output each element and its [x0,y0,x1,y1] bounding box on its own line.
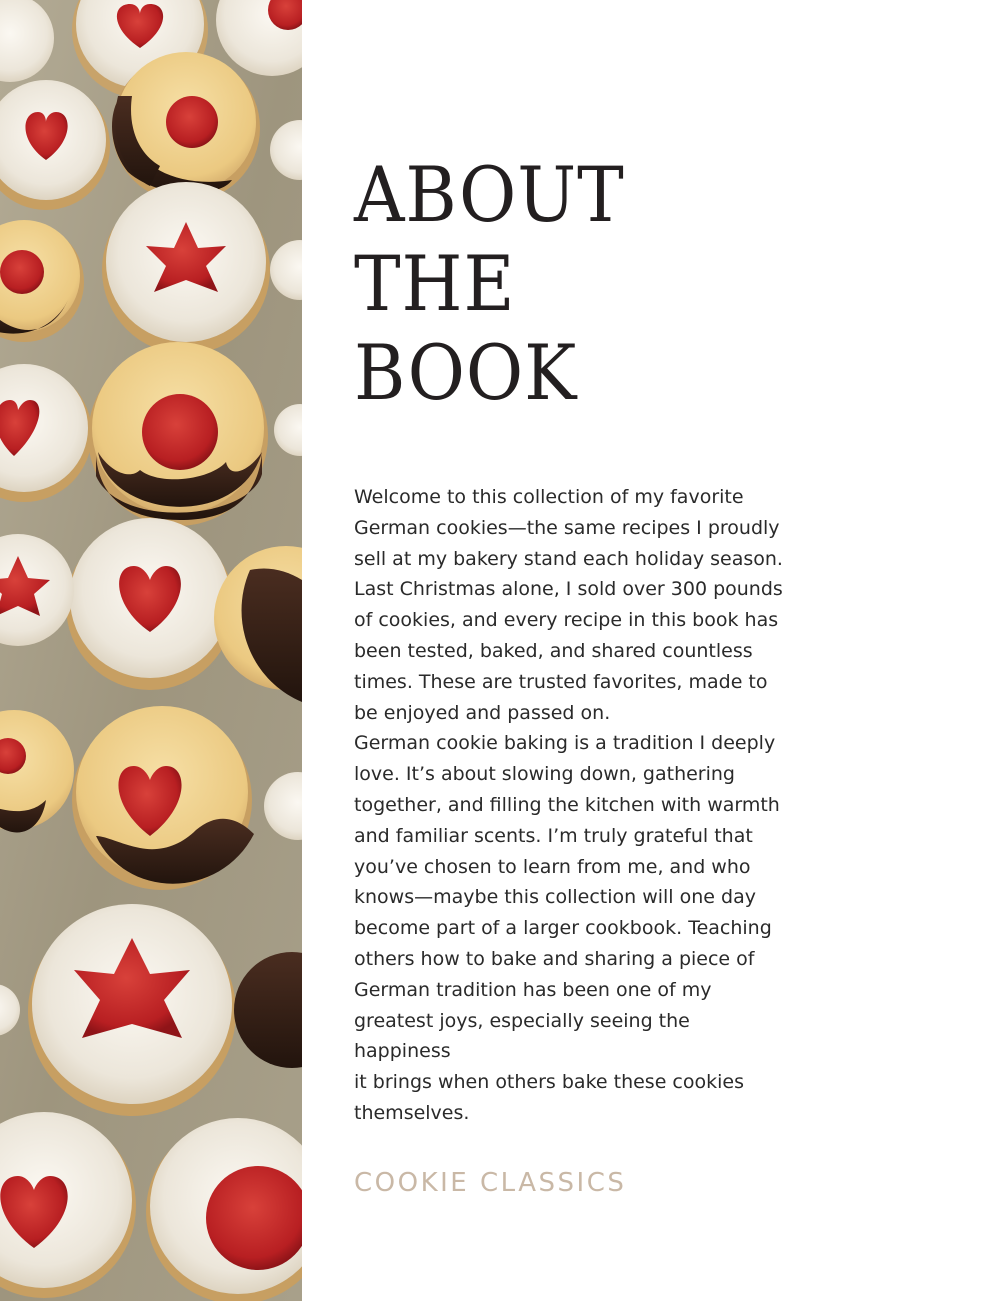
footer-brand: COOKIE CLASSICS [354,1168,627,1198]
title-line-3: BOOK [354,328,578,417]
title-line-1: ABOUT [354,150,625,239]
linzer-cookies-photo [0,0,302,1301]
paragraph-tradition: German cookie baking is a tradition I deeply love. It’s about slowing down, gathering together, and filling the kitchen with warmth and familiar scents. I’m truly grateful that you’ve chosen to learn from me, and who knows—maybe this collection will one day become part of a larger cookbook. Teaching others how to bake and sharing a piece of German tradition has been one of my greatest joys, especially seeing the happiness it brings when others bake these cookies themselves. [354,732,780,1124]
paragraph-welcome: Welcome to this collection of my favorite German cookies—the same recipes I proudly sell at my bakery stand each holiday season. Last Christmas alone, I sold over 300 pounds of cookies, and every recipe in this book has been tested, baked, and shared countless times. These are trusted favorites, made to be enjoyed and passed on. [354,486,783,724]
body-text [354,482,784,1129]
title-line-2: THE [354,239,516,328]
page-title [354,150,625,417]
cookie-chocolate-wreath [88,342,268,526]
cookie-star-sugar [102,182,270,354]
cookies-illustration [0,0,302,1301]
cookie-star-sugar-large [28,904,236,1116]
cookie-heart-sugar-center [66,518,234,690]
